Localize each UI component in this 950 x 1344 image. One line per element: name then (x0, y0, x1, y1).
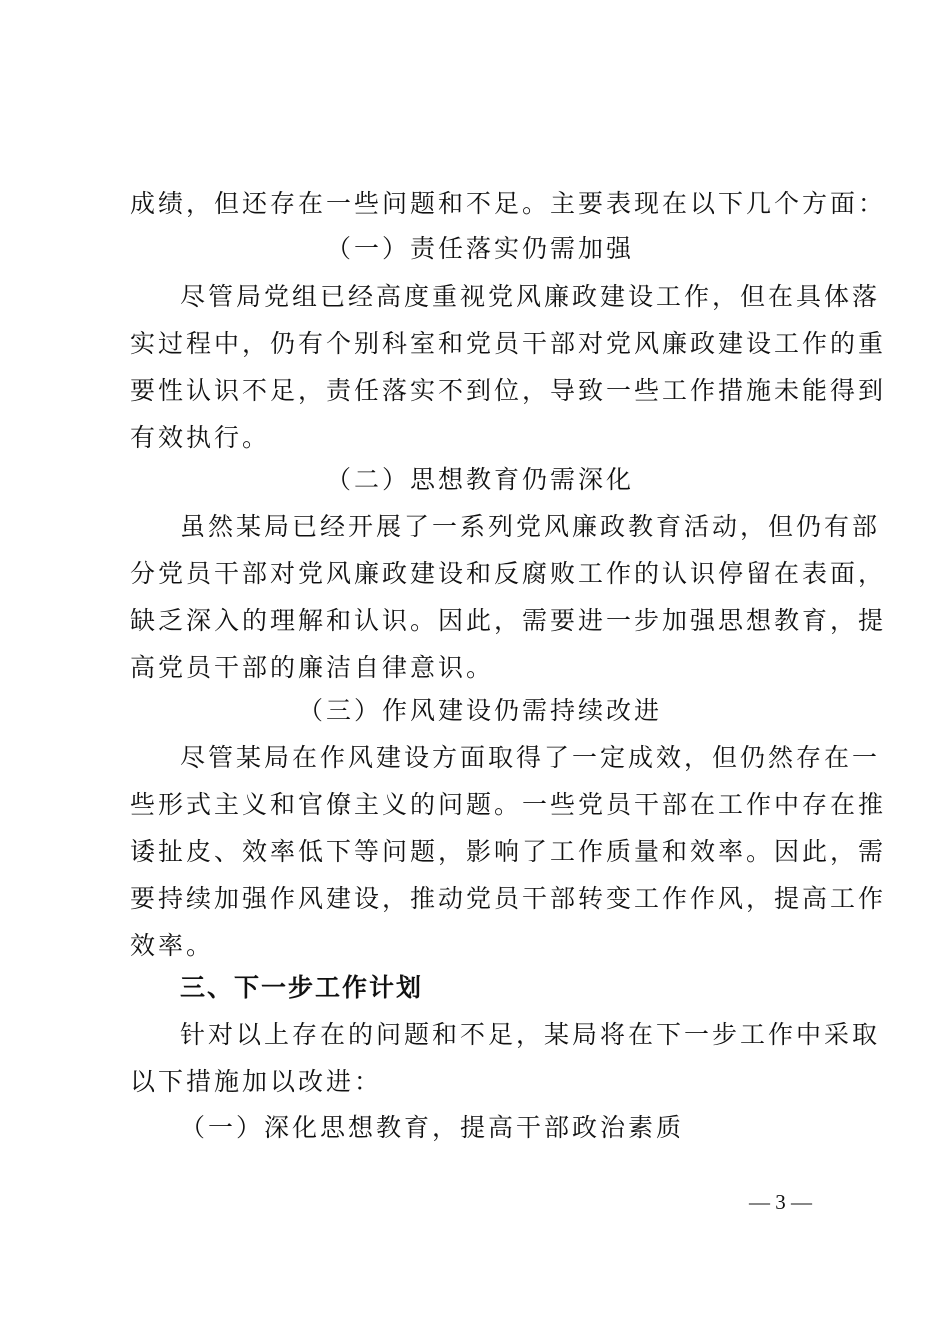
paragraph-line: 以下措施加以改进： (130, 1067, 383, 1096)
paragraph-line: 尽管局党组已经高度重视党风廉政建设工作，但在具体落 (180, 282, 881, 311)
intro-line: 成绩，但还存在一些问题和不足。主要表现在以下几个方面： (130, 189, 887, 218)
paragraph-line: 诿扯皮、效率低下等问题，影响了工作质量和效率。因此，需 (130, 837, 887, 866)
paragraph-line: 些形式主义和官僚主义的问题。一些党员干部在工作中存在推 (130, 790, 887, 819)
section1-heading: （一）责任落实仍需加强 (325, 234, 634, 263)
paragraph-line: 高党员干部的廉洁自律意识。 (130, 653, 495, 682)
paragraph-line: 要性认识不足，责任落实不到位，导致一些工作措施未能得到 (130, 376, 887, 405)
part3-sub1-heading: （一）深化思想教育，提高干部政治素质 (180, 1113, 685, 1142)
section3-heading: （三）作风建设仍需持续改进 (297, 696, 662, 725)
section2-heading: （二）思想教育仍需深化 (325, 465, 634, 494)
page-number: — 3 — (749, 1190, 812, 1214)
paragraph-line: 缺乏深入的理解和认识。因此，需要进一步加强思想教育，提 (130, 606, 887, 635)
paragraph-line: 要持续加强作风建设，推动党员干部转变工作作风，提高工作 (130, 884, 887, 913)
paragraph-line: 针对以上存在的问题和不足，某局将在下一步工作中采取 (180, 1020, 881, 1049)
intro-paragraph (130, 180, 887, 227)
part3-heading: 三、下一步工作计划 (180, 973, 424, 1002)
paragraph-line: 效率。 (130, 931, 215, 960)
paragraph-line: 虽然某局已经开展了一系列党风廉政教育活动，但仍有部 (180, 512, 881, 541)
section2-paragraph (130, 503, 887, 691)
section3-paragraph (130, 734, 887, 969)
part3-paragraph (130, 1011, 881, 1105)
section1-paragraph (130, 273, 887, 461)
paragraph-line: 有效执行。 (130, 423, 271, 452)
paragraph-line: 尽管某局在作风建设方面取得了一定成效，但仍然存在一 (180, 743, 881, 772)
paragraph-line: 分党员干部对党风廉政建设和反腐败工作的认识停留在表面， (130, 559, 887, 588)
paragraph-line: 实过程中，仍有个别科室和党员干部对党风廉政建设工作的重 (130, 329, 887, 358)
